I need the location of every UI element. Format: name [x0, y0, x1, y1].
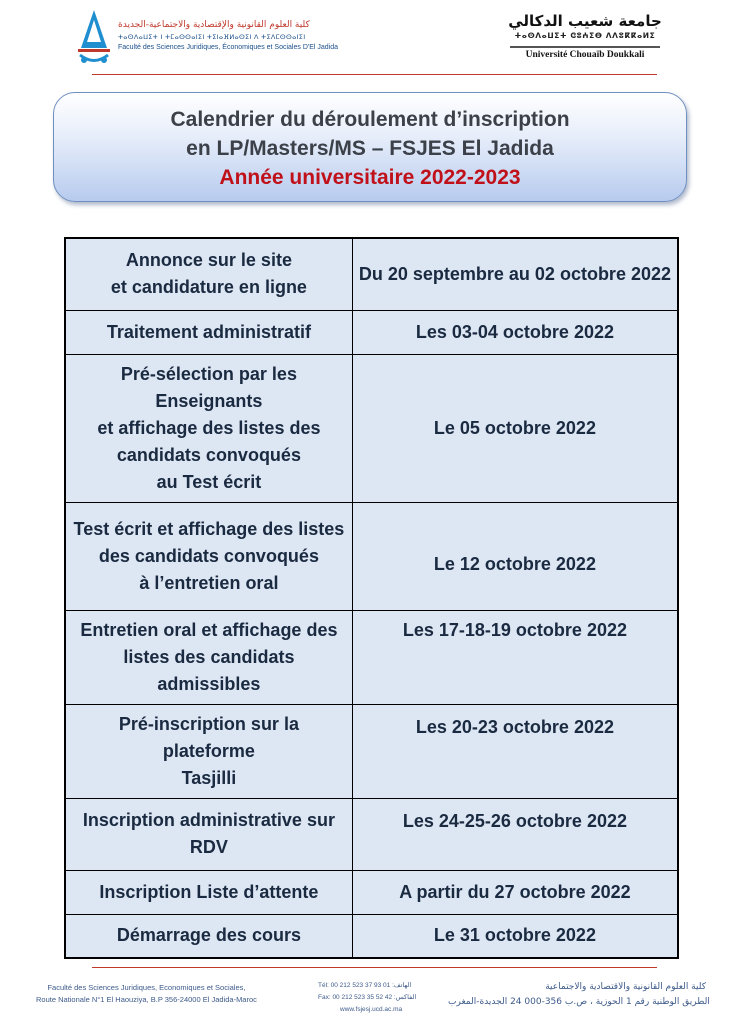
footer-address-french — [36, 982, 257, 1006]
title-line-1: Calendrier du déroulement d’inscription — [170, 108, 570, 131]
table-row — [65, 310, 678, 354]
date-cell: Le 12 octobre 2022 — [352, 502, 678, 610]
university-name-arabic: جامعة شعيب الدكالي — [508, 12, 662, 30]
footer-contact — [318, 980, 416, 1016]
table-row — [65, 354, 678, 502]
table-row — [65, 798, 678, 870]
footer-website-link[interactable]: www.fsjesj.ucd.ac.ma — [340, 1006, 403, 1013]
date-cell: Les 20-23 octobre 2022 — [352, 704, 678, 798]
footer-arabic-line-2: الطريق الوطنية رقم 1 الحوزية ، ص.ب 356-000 24 الجديدة-المغرب — [448, 997, 710, 1007]
table-row — [65, 914, 678, 958]
step-cell: Traitement administratif — [65, 310, 352, 354]
date-cell: Le 31 octobre 2022 — [352, 914, 678, 958]
step-cell: Test écrit et affichage des listes des candidats convoqués à l’entretien oral — [65, 502, 352, 610]
date-cell: Le 05 octobre 2022 — [352, 354, 678, 502]
table-row — [65, 870, 678, 914]
step-cell: Annonce sur le site et candidature en ligne — [65, 238, 352, 310]
university-header — [500, 12, 670, 72]
university-divider — [510, 46, 660, 48]
footer-address-line-2: Route Nationale N°1 El Haouziya, B.P 356-24000 El Jadida-Maroc — [36, 995, 257, 1004]
date-cell: A partir du 27 octobre 2022 — [352, 870, 678, 914]
title-line-2: en LP/Masters/MS – FSJES El Jadida — [186, 137, 554, 160]
footer-fax: Fax: 00 212 523 35 52 42 :الفاكس — [318, 994, 417, 1001]
table-row — [65, 238, 678, 310]
step-cell: Pré-inscription sur la plateforme Tasjilli — [65, 704, 352, 798]
header-divider — [92, 74, 657, 75]
faculty-logo-icon — [74, 8, 114, 70]
footer-address-line-1: Faculté des Sciences Juridiques, Economiques et Sociales, — [47, 983, 246, 992]
footer-address-arabic — [448, 980, 710, 1010]
university-name-french: Université Chouaïb Doukkali — [525, 50, 645, 60]
table-row — [65, 502, 678, 610]
footer-tel: Tél: 00 212 523 37 93 01 :الهاتف — [318, 982, 412, 989]
academic-year: Année universitaire 2022-2023 — [219, 166, 521, 189]
step-cell: Démarrage des cours — [65, 914, 352, 958]
step-cell: Entretien oral et affichage des listes des candidats admissibles — [65, 610, 352, 704]
schedule-table — [64, 237, 679, 959]
date-cell: Les 24-25-26 octobre 2022 — [352, 798, 678, 870]
faculty-name-french: Faculté des Sciences Juridiques, Économiques et Sociales D'El Jadida — [118, 44, 339, 51]
step-cell: Inscription Liste d’attente — [65, 870, 352, 914]
faculty-name-amazigh: ⵜⴰⵙⴷⴰⵡⵉⵜ ⵏ ⵜⵎⴰⵙⵙⴰⵏⵉⵏ ⵜⵉⵏⴰⴼⵍⴰⵙⵉⵏ ⴷ ⵜⵉⴷⵎⵙⵙⴰⵏⵉⵏ — [118, 33, 306, 41]
footer-divider — [92, 967, 657, 968]
date-cell: Les 17-18-19 octobre 2022 — [352, 610, 678, 704]
table-row — [65, 610, 678, 704]
date-cell: Les 03-04 octobre 2022 — [352, 310, 678, 354]
date-cell: Du 20 septembre au 02 octobre 2022 — [352, 238, 678, 310]
university-name-amazigh: ⵜⴰⵙⴷⴰⵡⵉⵜ ⵛⵓⵄⵉⴱ ⴷⴷⵓⴽⴽⴰⵍⵉ — [514, 31, 656, 40]
table-row — [65, 704, 678, 798]
step-cell: Inscription administrative sur RDV — [65, 798, 352, 870]
step-cell: Pré-sélection par les Enseignants et affichage des listes des candidats convoqués au Test écrit — [65, 354, 352, 502]
faculty-name-arabic: كلية العلوم القانونية والإقتصادية والاجتماعية-الجديدة — [118, 20, 310, 30]
faculty-header — [74, 8, 339, 70]
title-box — [53, 92, 687, 202]
footer-arabic-line-1: كلية العلوم القانونية والاقتصادية والاجتماعية — [545, 982, 706, 992]
